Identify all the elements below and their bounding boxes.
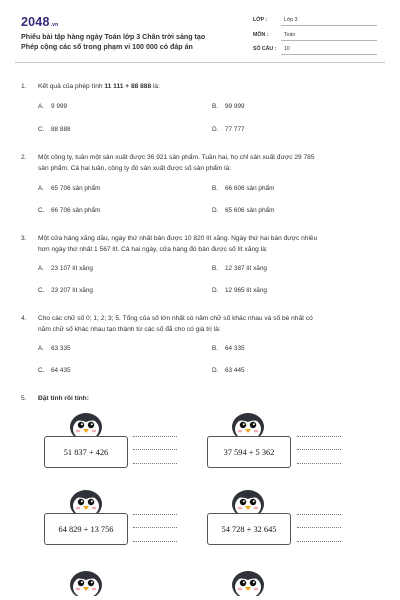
option-d[interactable] (212, 126, 245, 133)
question-number: 5. (21, 395, 27, 402)
question-title-text: Đặt tính rồi tính: (38, 395, 89, 402)
penguin-icon (69, 485, 103, 515)
option-letter: C. (38, 126, 45, 133)
meta-label-count: SỐ CÂU : (253, 46, 277, 52)
meta-label-subject: MÔN : (253, 32, 269, 38)
question-text-line: Một cửa hàng xăng dầu, ngày thứ nhất bán được 10 820 lít xăng. Ngày thứ hai bán được nhiều (38, 235, 318, 242)
option-letter: B. (212, 185, 219, 192)
answer-line[interactable] (133, 541, 177, 542)
option-c[interactable] (38, 207, 100, 214)
question-text-line: sản phẩm. Cả hai tuần, công ty đó sản xuất được số sản phẩm là: (38, 164, 232, 172)
site-logo[interactable] (21, 15, 58, 29)
exercise-expression: 51 837 + 426 (63, 447, 109, 457)
option-a[interactable] (38, 265, 93, 272)
option-text: 63 445 (225, 367, 245, 374)
option-letter: A. (38, 185, 45, 192)
exercise-box-3 (44, 513, 128, 545)
meta-underline (281, 40, 377, 41)
answer-line[interactable] (133, 436, 177, 437)
option-d[interactable] (212, 287, 267, 294)
logo-suffix: .vn (50, 22, 59, 28)
question-2 (21, 153, 380, 174)
question-text-line: Cho các chữ số 0; 1; 2; 3; 5. Tổng của số lớn nhất có năm chữ số khác nhau và số bé nhất có (38, 315, 313, 322)
question-text-part: Kết quả của phép tính (38, 83, 105, 90)
question-number: 3. (21, 235, 27, 242)
option-letter: B. (212, 103, 219, 110)
penguin-icon (69, 408, 103, 438)
option-letter: C. (38, 207, 45, 214)
option-letter: D. (212, 367, 219, 374)
penguin-icon (231, 485, 265, 515)
question-text-line: năm chữ số khác nhau tạo thành từ các số đã cho có giá trị là: (38, 325, 221, 333)
question-number: 1. (21, 83, 27, 90)
option-text: 64 335 (225, 345, 245, 352)
option-a[interactable] (38, 103, 67, 110)
exercise-expression: 64 829 + 13 756 (58, 524, 114, 534)
question-number: 2. (21, 154, 27, 161)
option-b[interactable] (212, 185, 274, 192)
meta-value-subject: Toán (284, 32, 296, 38)
question-5 (21, 394, 380, 405)
option-text: 64 435 (51, 367, 71, 374)
question-expression: 11 111 + 88 888 (104, 83, 152, 90)
option-letter: D. (212, 126, 219, 133)
option-text: 66 606 sản phẩm (225, 185, 275, 192)
meta-label-class: LỚP : (253, 17, 268, 23)
option-text: 77 777 (225, 126, 245, 133)
option-b[interactable] (212, 103, 245, 110)
question-title (38, 394, 380, 405)
exercise-box-1 (44, 436, 128, 468)
answer-line[interactable] (297, 436, 341, 437)
exercise-box-2 (207, 436, 291, 468)
option-text: 63 335 (51, 345, 71, 352)
answer-line[interactable] (133, 449, 177, 450)
option-text: 23 207 lít xăng (51, 287, 93, 294)
option-text: 65 706 sản phẩm (51, 185, 101, 192)
answer-line[interactable] (297, 449, 341, 450)
option-letter: A. (38, 103, 45, 110)
option-d[interactable] (212, 367, 245, 374)
option-letter: B. (212, 265, 219, 272)
question-1 (21, 82, 380, 93)
answer-line[interactable] (133, 463, 177, 464)
worksheet-title-line1: Phiếu bài tập hàng ngày Toán lớp 3 Chân trời sáng tạo (21, 33, 206, 41)
answer-line[interactable] (133, 514, 177, 515)
logo-main: 2048 (21, 15, 50, 29)
question-text (38, 82, 380, 93)
option-letter: C. (38, 287, 45, 294)
option-letter: D. (212, 207, 219, 214)
question-text-part: là: (151, 83, 160, 90)
question-3 (21, 234, 380, 255)
option-a[interactable] (38, 185, 100, 192)
exercise-expression: 37 594 + 5 362 (223, 447, 275, 457)
option-text: 9 999 (51, 103, 67, 110)
answer-line[interactable] (133, 527, 177, 528)
exercise-expression: 54 728 + 32 645 (221, 524, 277, 534)
option-text: 99 999 (225, 103, 245, 110)
header-divider (15, 62, 385, 63)
exercise-box-4 (207, 513, 291, 545)
penguin-icon (69, 566, 103, 596)
option-letter: B. (212, 345, 219, 352)
option-text: 88 888 (51, 126, 71, 133)
option-text: 12 965 lít xăng (225, 287, 267, 294)
option-letter: D. (212, 287, 219, 294)
worksheet-title-line2: Phép cộng các số trong phạm vi 100 000 có đáp án (21, 43, 193, 51)
option-b[interactable] (212, 265, 267, 272)
option-a[interactable] (38, 345, 71, 352)
question-number: 4. (21, 315, 27, 322)
option-letter: A. (38, 265, 45, 272)
question-4 (21, 314, 380, 335)
penguin-icon (231, 408, 265, 438)
option-c[interactable] (38, 287, 93, 294)
option-text: 65 606 sản phẩm (225, 207, 275, 214)
option-b[interactable] (212, 345, 245, 352)
meta-value-count: 10 (284, 46, 290, 52)
question-text-line: Một công ty, tuần một sản xuất được 36 921 sản phẩm. Tuần hai, họ chỉ sản xuất được 29 785 (38, 154, 315, 161)
question-text-line: hơn ngày thứ nhất 1 567 lít. Cả hai ngày, cửa hàng đó bán được số lít xăng là: (38, 245, 268, 253)
meta-underline (281, 54, 377, 55)
option-c[interactable] (38, 126, 71, 133)
answer-line[interactable] (297, 463, 341, 464)
penguin-icon (231, 566, 265, 596)
option-text: 23 107 lít xăng (51, 265, 93, 272)
answer-line[interactable] (297, 514, 341, 515)
meta-underline (281, 25, 377, 26)
option-letter: C. (38, 367, 45, 374)
answer-line[interactable] (297, 527, 341, 528)
option-letter: A. (38, 345, 45, 352)
meta-value-class: Lớp 3 (284, 17, 298, 23)
answer-line[interactable] (297, 541, 341, 542)
option-c[interactable] (38, 367, 71, 374)
option-text: 66 706 sản phẩm (51, 207, 101, 214)
option-text: 12 387 lít xăng (225, 265, 267, 272)
option-d[interactable] (212, 207, 274, 214)
